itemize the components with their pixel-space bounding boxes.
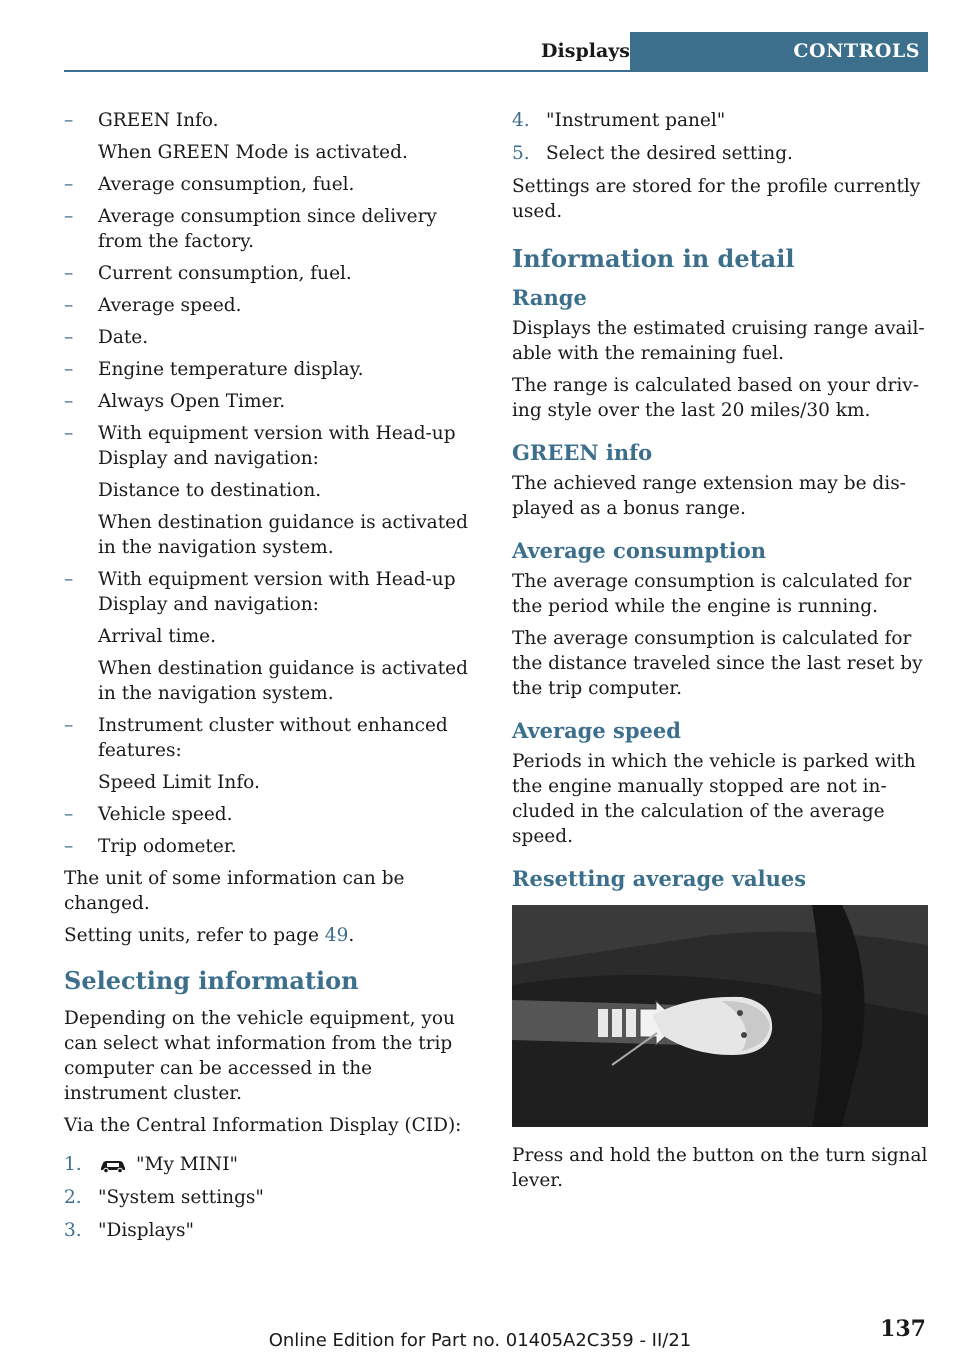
list-item-subtext: Distance to destination. <box>98 480 322 501</box>
list-item <box>64 293 480 318</box>
list-item <box>64 204 480 254</box>
page-header <box>64 32 928 72</box>
dash-bullet: – <box>64 174 74 195</box>
list-item <box>64 357 480 382</box>
step-item <box>512 108 928 133</box>
dash-bullet: – <box>64 327 74 348</box>
avgspeed-paragraph: Periods in which the vehicle is parked with the engine manually stopped are not in-cluded in the calculation of the average speed. <box>512 751 916 847</box>
heading-green-info: GREEN info <box>512 440 653 465</box>
step-number: 2. <box>64 1187 82 1208</box>
step-text: "Instrument panel" <box>546 110 726 131</box>
list-item-text: Date. <box>98 327 149 348</box>
step-number: 1. <box>64 1154 82 1175</box>
list-item-text: With equipment version with Head-up Display and navigation: <box>98 569 456 615</box>
car-icon <box>98 1156 128 1174</box>
dash-bullet: – <box>64 804 74 825</box>
heading-resetting-average-values: Resetting average values <box>512 866 807 891</box>
list-item-text: GREEN Info. <box>98 110 219 131</box>
list-item-subtext: When destination guidance is activated in the navigation system. <box>98 512 468 558</box>
list-item <box>64 802 480 827</box>
step-item <box>64 1152 480 1177</box>
list-item-text: Current consumption, fuel. <box>98 263 352 284</box>
list-item <box>64 172 480 197</box>
list-item-subtext: When destination guidance is activated in the navigation system. <box>98 658 468 704</box>
step-number: 5. <box>512 143 530 164</box>
header-chapter-tab: CONTROLS <box>630 32 928 72</box>
dash-bullet: – <box>64 206 74 227</box>
list-item-text: Instrument cluster without enhanced features: <box>98 715 448 761</box>
heading-average-consumption: Average consumption <box>512 538 767 563</box>
setting-units-suffix: . <box>348 925 355 946</box>
list-item <box>64 389 480 414</box>
setting-units-text: Setting units, refer to page <box>64 925 325 946</box>
step-text: "System settings" <box>98 1187 264 1208</box>
list-item-text: Always Open Timer. <box>98 391 286 412</box>
info-list <box>64 108 480 859</box>
step-text: "Displays" <box>98 1220 194 1241</box>
dash-bullet: – <box>64 423 74 444</box>
right-column <box>512 108 928 1200</box>
step-number: 4. <box>512 110 530 131</box>
dash-bullet: – <box>64 295 74 316</box>
list-item <box>64 261 480 286</box>
footer-edition-text: Online Edition for Part no. 01405A2C359 - II/21 <box>268 1330 692 1351</box>
step-item <box>64 1185 480 1210</box>
via-cid-paragraph: Via the Central Information Display (CID): <box>64 1115 462 1136</box>
avgcons-paragraph-1: The average consumption is calculated for the period while the engine is running. <box>512 571 912 617</box>
range-paragraph-2: The range is calculated based on your driv-ing style over the last 20 miles/30 km. <box>512 375 919 421</box>
list-item <box>64 834 480 859</box>
dash-bullet: – <box>64 359 74 380</box>
dash-bullet: – <box>64 263 74 284</box>
list-item-text: Engine temperature display. <box>98 359 364 380</box>
step-item <box>512 141 928 166</box>
dash-bullet: – <box>64 110 74 131</box>
step-text: Select the desired setting. <box>546 143 793 164</box>
page-number: 137 <box>880 1316 926 1342</box>
heading-information-detail: Information in detail <box>512 244 795 273</box>
list-item-text: Average speed. <box>98 295 242 316</box>
avgcons-paragraph-2: The average consumption is calculated for the distance traveled since the last reset by the trip computer. <box>512 628 923 699</box>
list-item-text: Average consumption, fuel. <box>98 174 355 195</box>
list-item <box>64 108 480 133</box>
step-number: 3. <box>64 1220 82 1241</box>
stored-paragraph: Settings are stored for the profile currently used. <box>512 176 921 222</box>
reset-paragraph: Press and hold the button on the turn signal lever. <box>512 1145 928 1191</box>
list-item-text: Vehicle speed. <box>98 804 233 825</box>
step-item <box>64 1218 480 1243</box>
list-item <box>64 421 480 471</box>
list-item <box>64 567 480 617</box>
list-item-text: With equipment version with Head-up Display and navigation: <box>98 423 456 469</box>
setting-units-paragraph <box>64 923 480 948</box>
turn-signal-lever-photo <box>512 905 928 1127</box>
left-column <box>64 108 480 1251</box>
list-item-subtext: When GREEN Mode is activated. <box>98 142 408 163</box>
page-link[interactable]: 49 <box>324 925 349 946</box>
step-text: "My MINI" <box>136 1154 239 1175</box>
header-rule <box>64 70 928 72</box>
dash-bullet: – <box>64 569 74 590</box>
dash-bullet: – <box>64 715 74 736</box>
dash-bullet: – <box>64 836 74 857</box>
heading-range: Range <box>512 285 587 310</box>
units-paragraph: The unit of some information can be changed. <box>64 868 405 914</box>
list-item-text: Trip odometer. <box>98 836 237 857</box>
list-item-subtext: Arrival time. <box>98 626 216 647</box>
header-section-title: Displays <box>541 40 630 62</box>
heading-selecting-information: Selecting information <box>64 966 359 995</box>
list-item <box>64 713 480 763</box>
list-item <box>64 325 480 350</box>
list-item-subtext: Speed Limit Info. <box>98 772 260 793</box>
green-paragraph: The achieved range extension may be dis-played as a bonus range. <box>512 473 906 519</box>
range-paragraph-1: Displays the estimated cruising range avail-able with the remaining fuel. <box>512 318 925 364</box>
dash-bullet: – <box>64 391 74 412</box>
heading-average-speed: Average speed <box>512 718 681 743</box>
selecting-paragraph: Depending on the vehicle equipment, you can select what information from the trip computer can be accessed in the instrument cluster. <box>64 1008 455 1104</box>
list-item-text: Average consumption since delivery from the factory. <box>98 206 437 252</box>
